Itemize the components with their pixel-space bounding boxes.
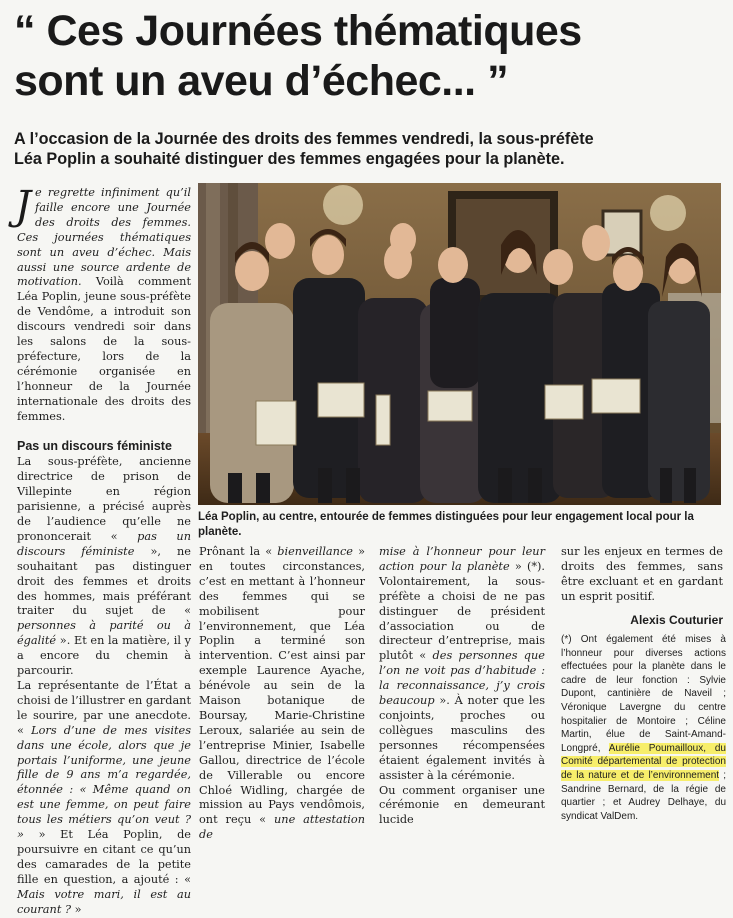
headline bbox=[14, 6, 729, 106]
paragraph-discours: La sous-préfète, ancienne directrice de prison de Villepinte en région parisienne, a précisé auprès de l’audience qu’elle ne prononcerait « pas un discours féministe », ne souhaitant pas distinguer droit des femmes et droits des hommes, mais préférant traiter du sujet de « personnes à parité ou à égalité ». Et en la matière, il y a encore du chemin à parcourir. bbox=[17, 455, 191, 678]
standfirst-line-2: Léa Poplin a souhaité distinguer des femmes engagées pour la planète. bbox=[14, 150, 565, 168]
ceremony-photo-illustration bbox=[198, 183, 721, 505]
drop-cap: J bbox=[15, 183, 32, 229]
article-column-4 bbox=[561, 545, 723, 605]
photo-caption: Léa Poplin, au centre, entourée de femmes distinguées pour leur engagement local pour la planète. bbox=[198, 511, 694, 538]
standfirst-line-1: A l’occasion de la Journée des droits des femmes vendredi, la sous-préfète bbox=[14, 130, 594, 148]
article-column-2 bbox=[199, 545, 365, 843]
headline-line-1: “ Ces Journées thématiques bbox=[14, 7, 582, 55]
article-column-3 bbox=[379, 545, 545, 828]
standfirst bbox=[14, 129, 729, 169]
paragraph-conclusion: sur les enjeux en termes de droits des femmes, sans être excluant et en gardant un esprit positif. bbox=[561, 545, 723, 603]
paragraph-attestation: mise à l’honneur pour leur action pour la planète » (*). Volontairement, la sous-préfète a choisi de ne pas distinguer de président d’association ou de directeur d’entreprise, mais plutôt « des personnes que l’on ne voit pas d’habitude : la reconnaissance, j’y crois beaucoup ». À noter que les conjoints, proches ou collègues masculins des personnes récompensées étaient également invités à assister à la cérémonie. bbox=[379, 545, 546, 782]
article-column-1 bbox=[15, 183, 191, 918]
paragraph-bienveillance: Prônant la « bienveillance » en toutes circonstances, c’est en mettant à l’honneur des femmes qui se mobilisent pour l’environnement, que Léa Poplin a terminé son intervention. C’est ainsi par exemple Laurence Ayache, bénévole au sein de la Maison botanique de Boursay, Marie-Christine Leroux, salariée au sein de l’entreprise Minier, Isabelle Gallou, directrice de l’école de Villerable ou encore Chloé Widling, chargée de mission au Pays vendômois, ont reçu « une attestation de bbox=[199, 545, 365, 842]
highlighted-name: Aurélie Poumailloux, du Comité départemental de protection de la nature et de l’environnement bbox=[561, 742, 726, 781]
intro-paragraph bbox=[15, 183, 191, 425]
paragraph-ceremonie: Ou comment organiser une cérémonie en demeurant lucide bbox=[379, 783, 545, 827]
article-photo bbox=[198, 183, 721, 505]
footnote: (*) Ont également été mises à l’honneur pour diverses actions effectuées pour la planète dans le cadre de leur fonction : Sylvie Dupont, cantinière de Naveil ; Véronique Lavergne du centre hospitalier de Montoire ; Céline Martin, élue de Saint-Amand-Longpré, Aurélie Poumailloux, du Comité départemental de protection de la nature et de l’environnement ; Sandrine Bernard, de la régie de quartier ; et Audrey Delhaye, du syndicat ValDem. bbox=[561, 634, 726, 822]
intro-text: Voilà comment Léa Poplin, jeune sous-préfète de Vendôme, a introduit son discours vendredi soir dans les salons de la sous-préfecture, lors de la cérémonie organisée en l’honneur de la Journée internationale des droits des femmes. bbox=[17, 275, 191, 423]
intro-quote: e regrette infiniment qu’il faille encore une Journée des droits des femmes. Ces journées thématiques sont un aveu d’échec. Mais aussi une source ardente de motivation. bbox=[17, 186, 191, 289]
author-byline: Alexis Couturier bbox=[630, 613, 723, 627]
headline-line-2: sont un aveu d’échec... ” bbox=[14, 57, 509, 105]
paragraph-anecdote: La représentante de l’État a choisi de l’illustrer en gardant le sourire, par une anecdote. « Lors d’une de mes visites dans une école, alors que je portais l’uniforme, une jeune fille de 9 ans m’a regardée, étonnée : « Même quand on est une femme, on peut faire tous les métiers qu’on veut ? » » Et Léa Poplin, de poursuivre en citant ce qu’un des camarades de la petite fille en question, a ajouté : « Mais votre mari, il est au courant ? » bbox=[17, 679, 191, 916]
section-subheading: Pas un discours féministe bbox=[17, 438, 172, 453]
